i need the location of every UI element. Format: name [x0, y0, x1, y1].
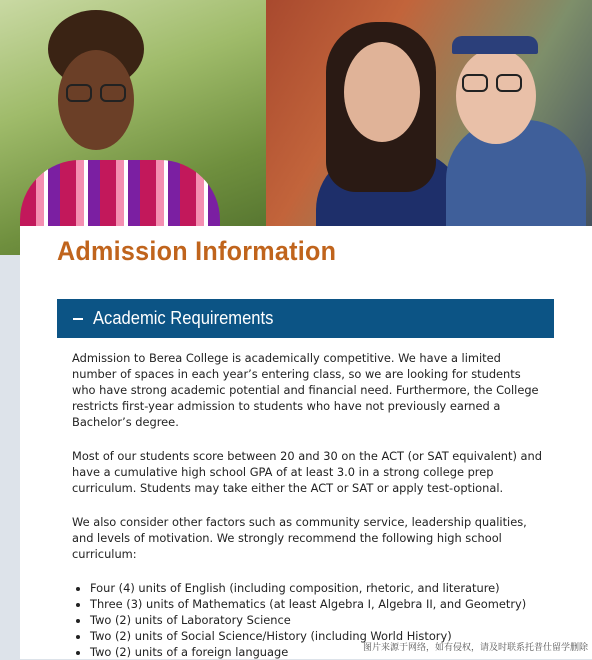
accordion-content	[72, 350, 544, 660]
list-item: • Two (2) units of a foreign language	[90, 644, 544, 660]
list-item: • Four (4) units of English (including composition, rhetoric, and literature)	[90, 580, 544, 596]
glasses-icon	[66, 84, 92, 102]
student-photo-right	[266, 0, 592, 255]
page-title: Admission Information	[57, 236, 337, 266]
hero-banner	[0, 0, 592, 255]
list-item: • Three (3) units of Mathematics (at least Algebra I, Algebra II, and Geometry)	[90, 596, 544, 612]
paragraph: Most of our students score between 20 and 30 on the ACT (or SAT equivalent) and have a cumulative high school GPA of at least 3.0 in a strong college prep curriculum. Students may take either the ACT or SAT or apply test-optional.	[72, 449, 542, 495]
glasses-icon	[100, 84, 126, 102]
content-card	[20, 226, 592, 659]
paragraph: We also consider other factors such as community service, leadership qualities, and levels of motivation. We strongly recommend the following high school curriculum:	[72, 515, 527, 561]
face	[344, 42, 420, 142]
accordion-label: Academic Requirements	[93, 308, 274, 328]
watermark-text: 图片来源于网络，如有侵权，请及时联系托普仕留学删除	[362, 643, 588, 653]
glasses-icon	[496, 74, 522, 92]
bandana	[452, 36, 538, 54]
face	[456, 48, 536, 144]
glasses-icon	[462, 74, 488, 92]
paragraph: Admission to Berea College is academically competitive. We have a limited number of spaces in each year’s entering class, so we are looking for students who have strong academic potential and financial need. Furthermore, the College restricts first-year admission to students who have not previously earned a Bachelor’s degree.	[72, 351, 539, 429]
list-item: • Two (2) units of Laboratory Science	[90, 612, 544, 628]
minus-icon[interactable]	[73, 318, 83, 320]
student-photo-left	[0, 0, 266, 255]
accordion-academic-requirements[interactable]	[57, 299, 554, 338]
list-item: • Two (2) units of Social Science/History (including World History)	[90, 628, 544, 644]
